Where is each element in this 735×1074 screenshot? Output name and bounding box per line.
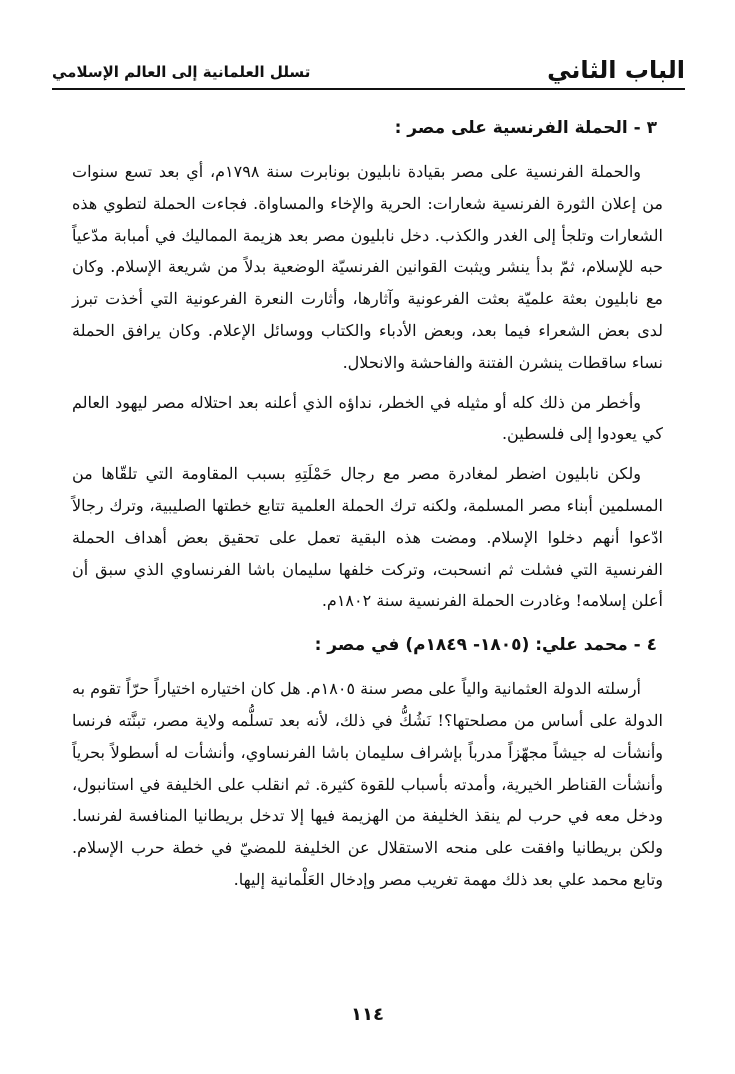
paragraph-french-campaign-2: وأخطر من ذلك كله أو مثيله في الخطر، نداؤه الذي أعلنه بعد احتلاله مصر ليهود العالم كي يعودوا إلى فلسطين. xyxy=(72,392,663,444)
spacer xyxy=(72,617,663,627)
chapter-title: الباب الثاني xyxy=(547,56,685,84)
section-heading-muhammad-ali: ٤ - محمد علي: (١٨٠٥- ١٨٤٩م) في مصر : xyxy=(314,635,657,656)
page-number: ١١٤ xyxy=(351,1004,384,1025)
spacer xyxy=(72,450,663,458)
page-body xyxy=(72,110,663,896)
spacer xyxy=(72,146,663,156)
book-title: تسلل العلمانية إلى العالم الإسلامي xyxy=(52,63,311,81)
paragraph-french-campaign-1: والحملة الفرنسية على مصر بقيادة نابليون بونابرت سنة ١٧٩٨م، أي بعد تسع سنوات من إعلان الثورة الفرنسية شعارات: الحرية والإخاء والمساواة. فجاءت الحملة لتطوي هذه الشعارات وتلجأ إلى الغدر والكذب. دخل نابليون مصر بعد هزيمة المماليك في أمبابة مدّعياً حبه للإسلام، ثمّ بدأ ينشر ويثبت القوانين الفرنسيّة الوضعية بدلاً من شريعة الإسلام. وكان مع نابليون بعثة علميّة بعثت الفرعونية وآثارها، وأثارت النعرة الفرعونية التي أخذت تبرز لدى بعض الشعراء فيما بعد، وبعض الأدباء والكتاب ووسائل الإعلام. وكان يرافق الحملة نساء ساقطات ينشرن الفتنة والفاحشة والانحلال. xyxy=(72,162,663,372)
paragraph-french-campaign-3: ولكن نابليون اضطر لمغادرة مصر مع رجال حَمْلَتِهِ بسبب المقاومة التي تلقّاها من المسلمين أبناء مصر المسلمة، ولكنه ترك الحملة العلمية تتابع خطتها الصليبية، وترك رجالاً ادّعوا أنهم دخلوا الإسلام. ومضت هذه البقية تعمل على تحقيق بعض أهداف الحملة الفرنسية التي فشلت ثم انسحبت، وتركت خلفها سليمان باشا الفرنساوي الذي سبق أن أعلن إسلامه! وغادرت الحملة الفرنسية سنة ١٨٠٢م. xyxy=(72,464,663,611)
spacer xyxy=(72,379,663,387)
running-header xyxy=(52,44,685,84)
header-divider xyxy=(52,88,685,90)
spacer xyxy=(72,663,663,673)
paragraph-muhammad-ali-1: أرسلته الدولة العثمانية والياً على مصر سنة ١٨٠٥م. هل كان اختياره اختياراً حرّاً تقوم به الدولة على أساس من مصلحتها؟! نَشُكُّ في ذلك، لأنه بعد تسلُّمه ولاية مصر، تبنَّته فرنسا وأنشأت له جيشاً مجهّزاً مدرباً بإشراف سليمان باشا الفرنساوي، وأنشأت له أسطولاً بحرياً وأنشأت القناطر الخيرية، وأمدته بأسباب للقوة كثيرة. ثم انقلب على الخليفة في استانبول، ودخل معه في حرب لم ينقذ الخليفة من الهزيمة فيها إلا تدخل بريطانيا المنافسة لفرنسا. ولكن بريطانيا وافقت على منحه الاستقلال عن الخليفة للمضيّ في خطة حرب الإسلام. وتابع محمد علي بعد ذلك مهمة تغريب مصر وإدخال العَلْمانية إليها. xyxy=(72,679,664,889)
section-heading-french-campaign: ٣ - الحملة الفرنسية على مصر : xyxy=(394,118,657,138)
